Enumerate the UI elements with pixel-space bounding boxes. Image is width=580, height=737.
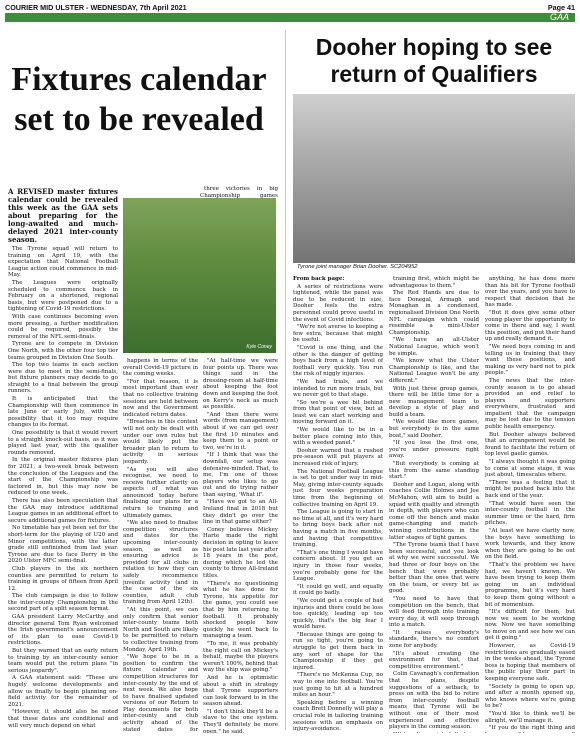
paragraph: With just three group games, there will be little time for a new management team to develop a style of play and build a team. <box>389 385 479 418</box>
paragraph: Speaking before a winning coach Brett Donnelly will play a crucial role in tailoring training sessions with an emphasis on injury-avoidance. <box>293 699 383 733</box>
paragraph: "For that reason, it is most important than ever that no collective training sessions are held between now and the Government indicated return dates. <box>123 378 198 418</box>
paragraph: training first, which might be advantageous to them." <box>389 276 479 289</box>
paragraph: "At half-time we were four points up. There was things said in the dressing-room at half-time about keeping the foot down and keeping the foot on Kerry's neck as much as possible. <box>203 358 278 411</box>
player-photo <box>123 198 276 353</box>
column-divider <box>285 30 286 730</box>
paragraph: "But everybody is coming at this from the same standing start." <box>389 461 479 481</box>
paragraph: "So we're a wee bit behind from that point of view, but at least we can start working and moving forward on it. <box>293 399 383 426</box>
paragraph: "I don't think they'll be a slave to the one system. They'll definitely be more open," he said. <box>203 708 278 733</box>
paragraph: "If I think that was the downfall, our setup was defensive-minded. That, to me, I'm one of those players who likes to go out and do trying rather than saying, 'What if'. <box>203 452 278 498</box>
right-article-col2 <box>389 276 479 733</box>
paragraph: "The Tyrone teams that I have been successful, and you look at why we were successful. We had three or four boys on the bench that were probably better than the ones that were on the team, or every bit as good. <box>389 542 479 595</box>
paragraph: No timetable has yet been set for the short-term for the playing of U20 and Minor competitions, with the latter grade still unfinished from last year. Tyrone are due to face Derry in the 2020 Ulster MFC semi-final. <box>8 525 118 565</box>
paragraph: "Breaches in this context will not only be dealt with under our own rules but would likely put the broader plan to return to activity in serious jeopardy. <box>123 419 198 465</box>
paragraph: But they warned that an early return to training by an inter-county senior team would put the return plans "in serious jeopardy". <box>8 648 118 674</box>
paragraph: Coney believes Mickey Harte made the right decision in opting to leave his post late last year after 18 years in the post, during which he led the county to three All-Ireland titles. <box>203 526 278 579</box>
paragraph: "As you will also recognise, we need to receive further clarity on aspects of what was announced today before finalising our plans for a return to training and ultimately games. <box>123 466 198 519</box>
paragraph: Dooher and Logan, along with coaches Collie Holmes and Joe McMahon, will aim to build a squad with quality and strength in depth, with players who can come off the bench and make game-changing and match-winning contributions in the latter stages of tight games. <box>389 481 479 541</box>
paragraph: "And then there were words (from management) about if we can get over the first 10 minutes and keep them to a point or two, we're in it. <box>203 411 278 451</box>
paragraph: With case continues becoming even more pressing, a further modification could be required, possibly the removal of the NFL semi-finals. <box>8 313 118 340</box>
right-article-col1 <box>293 276 383 733</box>
masthead <box>5 3 575 13</box>
paragraph: "It's about creating the environment for that, that competitive environment." <box>389 650 479 670</box>
standfirst: A REVISED master fixtures calendar could be revealed this week as the GAA sets about preparing for the long-awaited and much-delayed 2021 inter-county season. <box>8 188 118 244</box>
left-article-col3 <box>203 358 278 733</box>
paragraph: The news that the inter-county season is to go ahead provided an end relief to players and supporters everywhere, frustrated and impatient that the campaign may be lost due to the tension public health emergency. <box>485 377 575 431</box>
manager-photo <box>293 94 575 272</box>
paragraph: A GAA statement said: "These are hugely welcome developments and allow us finally to begin planning on-field activity for the remainder of 2021. <box>8 675 118 708</box>
paragraph: happens in terms of the overall Covid-19 picture in the coming weeks. <box>123 358 198 378</box>
right-headline: Dooher hoping to see return of Qualifiers <box>315 34 553 87</box>
paragraph: "It raises everybody's standards, there's no comfort zone for anybody. <box>389 629 479 650</box>
paragraph: "We also need to finalise competition structures and dates for the upcoming inter-county season, as well as ensuring advice is provided for all clubs in relation to how they can safely recommence juvenile activity (and in the case of the six counties, adult club training from April 12th). <box>123 520 198 606</box>
paragraph: In the original master fixtures plan for 2021, a two-week break between the conclusion of the Leagues and the start of the Championship was factored in, but this may now be reduced to one week. <box>8 457 118 497</box>
paragraph: "If you lose the first one, you're under pressure right away. <box>389 440 479 460</box>
paragraph: Tyrone are to compete in Division One North, with the other four top tier teams grouped in Division One South. <box>8 341 118 361</box>
paragraph: "That's the problem we have had, we haven't known. We have been trying to keep them going on an individual programme, but it's very hard to keep them going without a bit of momentum. <box>485 561 575 608</box>
paragraph: A series of restrictions were tightened, while the panel was due to be reduced in size, Dooher feels the extra personnel could prove useful in the event of Covid infections. <box>293 283 383 323</box>
col1-body <box>8 246 118 729</box>
paragraph: anything, he has done more than his bit for Tyrone football over the years, and you have to respect that decision that he has made. <box>485 276 575 309</box>
paragraph: "We had trials, and we intended to run more trials, but we never got to that stage. <box>293 378 383 399</box>
paragraph: The Leagues were originally scheduled to commence back in February on a shortened, regional basis, but were postponed due to a tightening of Covid-19 restrictions. <box>8 279 118 313</box>
paragraph: Dooher warned that a rushed pre-season will put players at increased risk of injury. <box>293 447 383 468</box>
paragraph: The National Football League is set to get under way in mid-May, giving inter-county squads just four weeks preparation time from the beginning of collective training on April 19. <box>293 468 383 508</box>
paragraph: From back page: <box>293 276 345 282</box>
paragraph: "It's difficult for them, but now we seem to be working now. Now we have something to move on and see how we can get it going." <box>485 609 575 642</box>
section-bar <box>5 13 575 22</box>
right-article-col3 <box>485 276 575 733</box>
paragraph: However, as Covid-19 restrictions are gradually eased in the weeks ahead, the Tyrone boss is hoping that members of the public play their part in keeping everyone safe. <box>485 643 575 683</box>
paragraph <box>389 732 479 733</box>
left-article-col2 <box>123 358 198 733</box>
photo-credit: Kyle Coney <box>246 344 272 350</box>
paragraph: "However, it should also be noted that these dates are conditional and will very much depend on what <box>8 709 118 729</box>
paragraph: The Red Hands are due to face Donegal, Armagh and Monaghan in a condensed, regionalised Division One North NFL campaign which could resemble a mini-Ulster Championship. <box>389 290 479 336</box>
paragraph: "It could go well, and equally it could go badly. <box>293 583 383 597</box>
paragraph: The club campaign is due to follow the inter-county Championship in the second part of a split season format. <box>8 593 118 613</box>
paragraph: "You need to have that competition on the bench, that will feed through into training every day, it will seep through into a match. <box>389 595 479 629</box>
paragraph: "At least we have clarity now, the boys have something to work towards, and they know when they are going to be out on the field. <box>485 527 575 561</box>
left-headline: Fixtures calendar set to be revealed <box>11 61 267 138</box>
paragraph: "Have we got to an All-Ireland final in 2018 but they didn't go over the line in that game either? <box>203 499 278 526</box>
paragraph: One possibility is that it would revert to a straight knock-out basis, as it was played last year, with the qualifier rounds removed. <box>8 430 118 456</box>
paragraph: "I always thought it was going to come at some stage, it was just about, timescales where. <box>485 459 575 479</box>
paragraph: But Dooher always believed that an arrangement would be found to facilitate the return of top level gaelic games. <box>485 431 575 458</box>
paragraph: "We could get a couple of bad injuries and there could be loss too quickly, leading up too quickly, that's the big fear I would have. <box>293 597 383 631</box>
paragraph: "We know what the Ulster Championship is like, and the National League won't be any different." <box>389 358 479 384</box>
paragraph: "There was a feeling that it might be pushed back into the back end of the year. <box>485 479 575 499</box>
page-number: Page 41 <box>547 3 575 12</box>
paragraph: "There's no questioning what he has done for Tyrone, his appetite for the game, you could see that by him returning to football. It probably shocked people how quickly he went back to managing a team. <box>203 580 278 640</box>
paragraph: "Because things are going to run so tight, you're going to struggle to get them back in any sort of shape for the Championship if they get injured. <box>293 631 383 671</box>
paragraph: "Society is going to open up, and after a month opened up, who knows where we're going to be? <box>485 683 575 710</box>
paragraph: "Covid is one thing, and the other is the danger of getting boys back from a high level of football very quickly. You run the risk of niggly injuries. <box>293 344 383 378</box>
paragraph: "We hope to be in a position to confirm the fixture calendar and competition structures for inter-county by the end of next week. We also hope to have finalised updated versions of our Return to Play documents for both inter-county and club activity ahead of the stated dates for <box>123 654 198 733</box>
paragraph: "There's no McKenna Cup, no way to one into football. You're just going to hit at a hundred miles an hour." <box>293 672 383 699</box>
unused131 <box>123 188 198 198</box>
paragraph: Club players in the six northern counties are permitted to return to training in groups of fifteen from April 12. <box>8 565 118 592</box>
paragraph: "We're not averse to keeping a few extra, because that might be useful. <box>293 324 383 344</box>
paragraph: "At this point, we can only confirm that senior inter-county teams both North and South are likely to be permitted to return to collective training from Monday, April 19th. <box>123 606 198 653</box>
paragraph: "We need boys coming in and telling us in training that they want these positions, and making us very hard not to pick people." <box>485 343 575 377</box>
section-label: GAA <box>549 12 569 22</box>
paragraph: "To me, it was probably the right call on Mickey's behalf, maybe the players weren't 100%, behind that way the ship was going." <box>203 640 278 674</box>
paragraph: The League is going to start in no time at all, and it's very hard to bring boys back after not having a match in five months, and having that competitive training. <box>293 509 383 549</box>
paragraph: three victories in big Championship games <box>200 186 278 198</box>
paragraph: GAA president Larry McCarthy and director general Tom Ryan welcomed the Irish government's announcement of its plan to ease Covid-19 restrictions. <box>8 614 118 647</box>
left-col3-top-text <box>200 186 278 198</box>
paragraph: It is anticipated that the Championship will then commence in late June or early July, with the possibility that it too may require changes to its format. <box>8 396 118 429</box>
paragraph: "But it does give some other young player the opportunity to come in there and say, I want this position, and put their hand up and really demand it. <box>485 309 575 343</box>
paragraph: "We have an all-Ulster National League, which won't be simple. <box>389 337 479 357</box>
paragraph: "That would have seen the inter-county football in the summer time or the hard, firm pitches. <box>485 500 575 527</box>
paragraph: "We would like to be in a better place coming into this, with a weeded panel." <box>293 427 383 447</box>
left-article-col1 <box>8 188 118 733</box>
paragraph: There has also been speculation that the GAA may introduce additional League games in an additional effort to secure additional games for fixtures. <box>8 497 118 524</box>
paragraph: "You'd like to think we'll be allright, we'll manage it. <box>485 711 575 724</box>
paragraph: The top two teams in each section were due to meet in the semi-finals, but fixture planners may decide to go straight to a final between the group runners. <box>8 362 118 395</box>
paragraph: Colin Cavanagh's confirmation that he plans, despite suggestions of a setback, to press on with the bid to retire from inter-county football means that Tyrone will be without one of their most experienced and effective players in the coming season. <box>389 671 479 731</box>
paragraph: "We would like more games, but everybody is in the same boat," said Dooher. <box>389 419 479 439</box>
paragraph: The Tyrone squad will return to training on April 19, with the expectation that National Football League action could commence in mid-May. <box>8 246 118 279</box>
masthead-date: COURIER MID ULSTER - WEDNESDAY, 7th April 2021 <box>5 3 187 12</box>
photo-caption: Tyrone joint manager Brian Dooher. SC204952 <box>293 263 575 272</box>
paragraph: And he is optimistic about a shift in strategy that Tyrone supporters can look forward to in the season ahead. <box>203 674 278 708</box>
paragraph: "That's one thing I would have concern about. If you get an injury in those four weeks, you're probably gone for the League. <box>293 549 383 583</box>
paragraph: "If you do the right thing and <box>489 725 575 732</box>
